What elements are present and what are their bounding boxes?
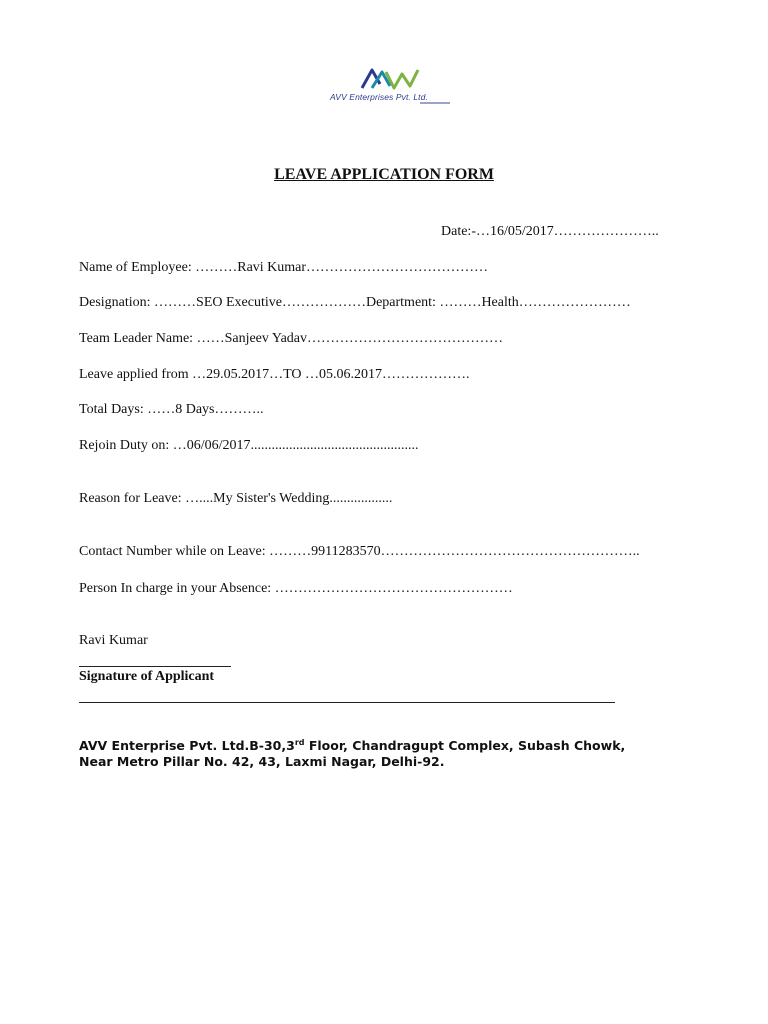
- address-part1: AVV Enterprise Pvt. Ltd.B-30,3: [79, 738, 295, 753]
- leave-period-field: Leave applied from …29.05.2017…TO …05.06.2017……………….: [79, 367, 470, 382]
- footer-address: [79, 738, 699, 770]
- address-line2: Near Metro Pillar No. 42, 43, Laxmi Nagar, Delhi-92.: [79, 754, 445, 769]
- designation-department-field: Designation: ………SEO Executive………………Department: ………Health……………………: [79, 295, 631, 310]
- rejoin-duty-field: Rejoin Duty on: …06/06/2017................................................: [79, 438, 419, 453]
- address-sup: rd: [294, 737, 305, 747]
- company-name: AVV Enterprises Pvt. Ltd.: [330, 92, 428, 102]
- total-days-field: Total Days: ……8 Days………..: [79, 402, 264, 417]
- applicant-name: Ravi Kumar: [79, 633, 148, 648]
- page-title: LEAVE APPLICATION FORM: [274, 166, 494, 183]
- employee-name-field: Name of Employee: ………Ravi Kumar…………………………………: [79, 260, 489, 275]
- contact-number-field: Contact Number while on Leave: ………9911283570………………………………………………..: [79, 544, 640, 559]
- date-field: Date:-…16/05/2017…………………..: [441, 224, 659, 239]
- signature-line: [79, 666, 231, 667]
- person-in-charge-field: Person In charge in your Absence: ……………………………………………: [79, 581, 513, 596]
- signature-label: Signature of Applicant: [79, 669, 215, 684]
- address-part2: Floor, Chandragupt Complex, Subash Chowk,: [304, 738, 626, 753]
- reason-field: Reason for Leave: …....My Sister's Wedding..................: [79, 491, 393, 506]
- logo-tagline-rule: [420, 102, 450, 104]
- team-leader-field: Team Leader Name: ……Sanjeev Yadav……………………………………: [79, 331, 503, 346]
- divider: [79, 702, 615, 703]
- avv-logo-icon: [328, 64, 462, 94]
